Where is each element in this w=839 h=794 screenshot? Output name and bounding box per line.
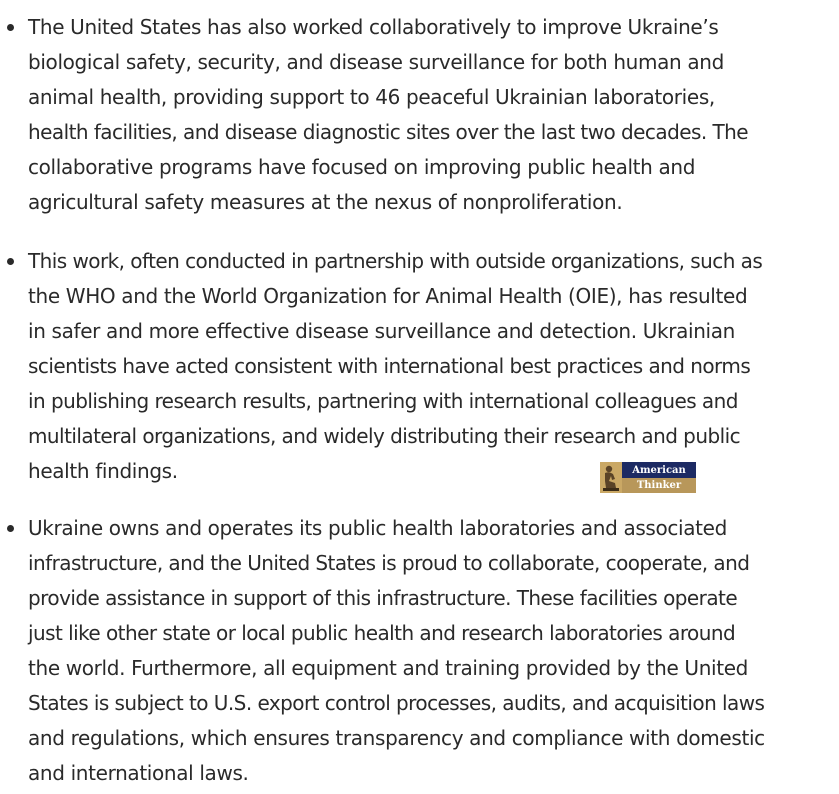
- paragraph-line: just like other state or local public health and research laboratories around: [28, 621, 736, 645]
- american-thinker-watermark: [600, 462, 696, 493]
- bullet-dot: [7, 525, 14, 532]
- paragraph-line: Ukraine owns and operates its public health laboratories and associated: [28, 516, 727, 540]
- paragraph-line: health findings.: [28, 459, 178, 483]
- paragraph-line: scientists have acted consistent with international best practices and norms: [28, 354, 751, 378]
- paragraph-line: agricultural safety measures at the nexus of nonproliferation.: [28, 190, 623, 214]
- watermark-word-american: American: [632, 465, 686, 476]
- paragraph-line: in publishing research results, partnering with international colleagues and: [28, 389, 738, 413]
- paragraph-line: This work, often conducted in partnership with outside organizations, such as: [28, 249, 763, 273]
- paragraph-line: biological safety, security, and disease surveillance for both human and: [28, 50, 724, 74]
- paragraph-line: The United States has also worked collaboratively to improve Ukraine’s: [28, 15, 719, 39]
- watermark-word-thinker: Thinker: [636, 480, 682, 491]
- paragraph-line: collaborative programs have focused on improving public health and: [28, 155, 696, 179]
- paragraph-line: the WHO and the World Organization for Animal Health (OIE), has resulted: [28, 284, 748, 308]
- paragraph-line: the world. Furthermore, all equipment and training provided by the United: [28, 656, 749, 680]
- paragraph-line: provide assistance in support of this infrastructure. These facilities operate: [28, 586, 738, 610]
- paragraph-line: and regulations, which ensures transparency and compliance with domestic: [28, 726, 765, 750]
- paragraph-line: in safer and more effective disease surveillance and detection. Ukrainian: [28, 319, 735, 343]
- bullet-dot: [7, 258, 14, 265]
- paragraph-line: States is subject to U.S. export control processes, audits, and acquisition laws: [28, 691, 765, 715]
- paragraph-line: multilateral organizations, and widely distributing their research and public: [28, 424, 741, 448]
- paragraph-line: animal health, providing support to 46 peaceful Ukrainian laboratories,: [28, 85, 715, 109]
- paragraph-line: and international laws.: [28, 761, 249, 785]
- thinker-statue-icon: [600, 462, 622, 493]
- bullet-dot: [7, 24, 14, 31]
- paragraph-line: health facilities, and disease diagnostic sites over the last two decades. The: [28, 120, 749, 144]
- paragraph-line: infrastructure, and the United States is proud to collaborate, cooperate, and: [28, 551, 750, 575]
